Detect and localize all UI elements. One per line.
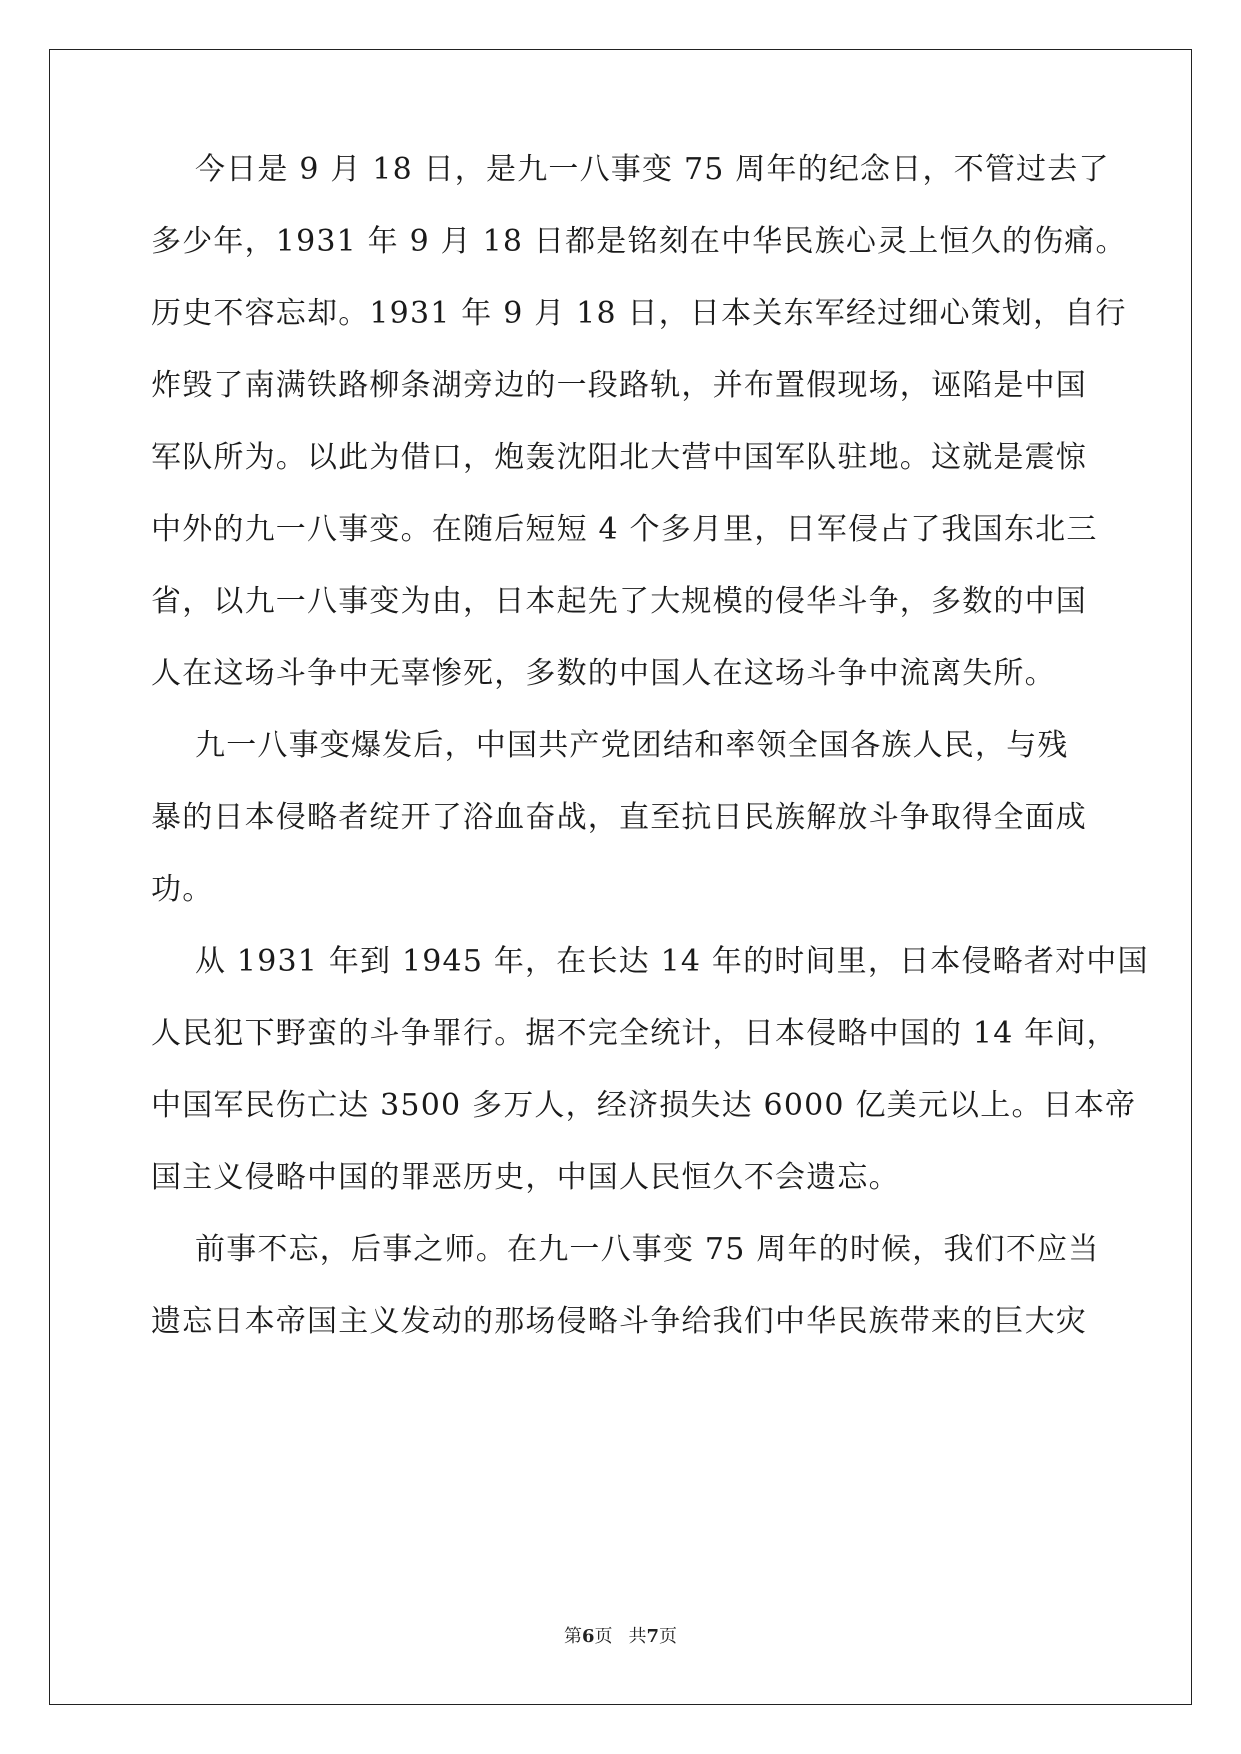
- paragraph-1-line-4: 炸毁了南满铁路柳条湖旁边的一段路轨，并布置假现场，诬陷是中国: [151, 368, 1087, 403]
- page-total: 7: [646, 1626, 660, 1647]
- page-current: 6: [581, 1626, 595, 1647]
- paragraph-3-line-1: 从 1931 年到 1945 年，在长达 14 年的时间里，日本侵略者对中国: [195, 944, 1149, 979]
- page-unit: 页: [594, 1626, 613, 1647]
- paragraph-2-line-3: 功。: [151, 872, 214, 907]
- paragraph-3-line-4: 国主义侵略中国的罪恶历史，中国人民恒久不会遗忘。: [151, 1160, 900, 1195]
- paragraph-1-line-3: 历史不容忘却。1931 年 9 月 18 日，日本关东军经过细心策划，自行: [151, 296, 1127, 331]
- total-unit: 页: [659, 1626, 678, 1647]
- paragraph-4-line-1: 前事不忘，后事之师。在九一八事变 75 周年的时候，我们不应当: [195, 1232, 1100, 1267]
- paragraph-3-line-2: 人民犯下野蛮的斗争罪行。据不完全统计，日本侵略中国的 14 年间，: [151, 1016, 1118, 1051]
- paragraph-1-line-6: 中外的九一八事变。在随后短短 4 个多月里，日军侵占了我国东北三: [151, 512, 1098, 547]
- paragraph-2-line-1: 九一八事变爆发后，中国共产党团结和率领全国各族人民，与残: [195, 728, 1069, 763]
- page-footer: [0, 1625, 1241, 1649]
- paragraph-3-line-3: 中国军民伤亡达 3500 多万人，经济损失达 6000 亿美元以上。日本帝: [151, 1088, 1137, 1123]
- total-prefix: 共: [628, 1626, 647, 1647]
- paragraph-1-line-8: 人在这场斗争中无辜惨死，多数的中国人在这场斗争中流离失所。: [151, 656, 1056, 691]
- paragraph-1-line-2: 多少年，1931 年 9 月 18 日都是铭刻在中华民族心灵上恒久的伤痛。: [151, 224, 1127, 259]
- paragraph-1-line-5: 军队所为。以此为借口，炮轰沈阳北大营中国军队驻地。这就是震惊: [151, 440, 1087, 475]
- paragraph-1-line-7: 省，以九一八事变为由，日本起先了大规模的侵华斗争，多数的中国: [151, 584, 1087, 619]
- page-prefix: 第: [563, 1626, 582, 1647]
- paragraph-2-line-2: 暴的日本侵略者绽开了浴血奋战，直至抗日民族解放斗争取得全面成: [151, 800, 1087, 835]
- paragraph-4-line-2: 遗忘日本帝国主义发动的那场侵略斗争给我们中华民族带来的巨大灾: [151, 1304, 1087, 1339]
- paragraph-1-line-1: 今日是 9 月 18 日，是九一八事变 75 周年的纪念日，不管过去了: [195, 152, 1110, 187]
